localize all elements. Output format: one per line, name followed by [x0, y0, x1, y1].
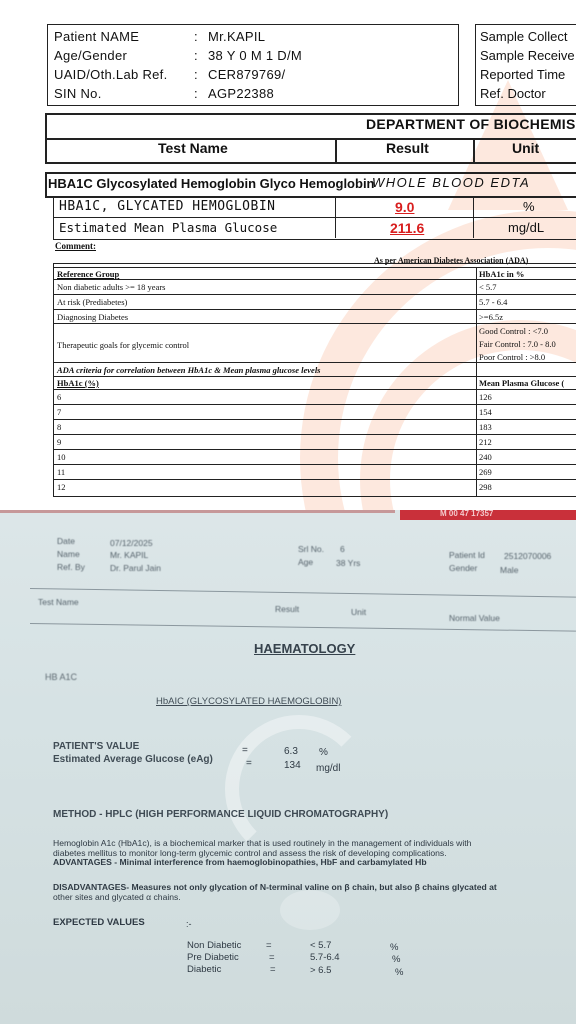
comment-label: Comment:: [55, 241, 96, 251]
expected-label: Diabetic: [187, 964, 222, 975]
column-result: Result: [386, 140, 429, 156]
corr-glucose: 298: [479, 482, 492, 492]
age-value: 38 Yrs: [336, 558, 361, 568]
gender-label: Gender: [449, 563, 478, 573]
column-unit: Unit: [351, 607, 367, 617]
name-label: Name: [57, 549, 80, 559]
divider: [45, 138, 576, 140]
specimen-label: WHOLE BLOOD EDTA: [372, 175, 531, 190]
ref-group-header: Reference Group: [57, 269, 120, 279]
description-line-1: Hemoglobin A1c (HbA1c), is a biochemical marker that is used routinely in the management of individuals with: [53, 838, 472, 848]
group-diabetes: Diagnosing Diabetes: [57, 312, 129, 322]
group-non-diabetic-value: < 5.7: [479, 282, 497, 292]
ref-by-value: Dr. Parul Jain: [110, 563, 162, 573]
expected-value: < 5.7: [310, 940, 332, 951]
expected-eq: =: [266, 940, 272, 951]
corr-hba1c: 11: [57, 467, 66, 477]
corr-header-left: HbA1c (%): [57, 378, 99, 388]
divider: [45, 172, 576, 174]
therapeutic-good: Good Control : <7.0: [479, 326, 549, 336]
patient-name-value: Mr.KAPIL: [208, 29, 266, 44]
expected-unit: %: [392, 954, 401, 965]
colon: :: [194, 67, 198, 82]
eag-value: 134: [284, 760, 301, 771]
corr-glucose: 269: [479, 467, 492, 477]
equals: =: [242, 745, 248, 756]
hba1c-header: HbA1c in %: [479, 269, 525, 279]
date-label: Date: [57, 536, 75, 546]
divider: [335, 138, 337, 163]
colon: :: [194, 86, 198, 101]
patient-name-label: Patient NAME: [54, 29, 140, 44]
expected-eq: =: [269, 952, 275, 963]
sin-label: SIN No.: [54, 86, 102, 101]
comment-table: [53, 256, 576, 497]
gender-value: Male: [500, 565, 519, 575]
srl-value: 6: [340, 544, 345, 554]
lab-report-top: [0, 0, 576, 510]
patient-id-label: Patient Id: [449, 550, 485, 560]
row-hba1c-unit: %: [523, 199, 535, 214]
divider: [473, 138, 475, 163]
sample-info-box: [475, 24, 576, 106]
row-hba1c-name: HBA1C, GLYCATED HEMOGLOBIN: [59, 199, 276, 214]
divider: [45, 113, 576, 115]
divider: [473, 197, 474, 238]
therapeutic-goals: Therapeutic goals for glycemic control: [57, 340, 190, 350]
uaid-value: CER879769/: [208, 67, 286, 82]
expected-colon: :-: [186, 919, 192, 929]
equals: =: [246, 758, 252, 769]
row-glucose-name: Estimated Mean Plasma Glucose: [59, 220, 278, 235]
corr-hba1c: 12: [57, 482, 66, 492]
corr-header-right: Mean Plasma Glucose (: [479, 378, 565, 388]
watermark-stamp: [280, 890, 340, 930]
colon: :: [194, 29, 198, 44]
divider: [45, 162, 576, 164]
divider: [30, 623, 576, 632]
row-hba1c-result: 9.0: [395, 199, 415, 215]
column-result: Result: [275, 604, 300, 614]
column-test-name: Test Name: [38, 597, 79, 607]
corr-hba1c: 7: [57, 407, 62, 417]
expected-value: 5.7-6.4: [310, 952, 340, 963]
red-banner: [400, 510, 576, 520]
colon: :: [194, 48, 198, 63]
group-prediabetes: At risk (Prediabetes): [57, 297, 128, 307]
expected-unit: %: [395, 967, 404, 978]
banner-text: M 00 47 17357: [440, 510, 494, 518]
uaid-label: UAID/Oth.Lab Ref.: [54, 67, 168, 82]
disadvantages-line-2: other sites and glycated α chains.: [53, 892, 181, 902]
patient-value-unit: %: [319, 747, 328, 758]
department-title: DEPARTMENT OF BIOCHEMIS: [366, 116, 576, 132]
corr-glucose: 154: [479, 407, 492, 417]
expected-label: Pre Diabetic: [187, 952, 239, 963]
corr-hba1c: 10: [57, 452, 66, 462]
expected-label: Non Diabetic: [187, 940, 242, 951]
disadvantages-line-1: DISADVANTAGES- Measures not only glycation of N-terminal valine on β chain, but also β chains glycated at: [53, 882, 497, 892]
ada-heading: As per American Diabetes Association (ADA): [374, 256, 529, 265]
row-glucose-unit: mg/dL: [508, 220, 545, 235]
patient-id-value: 2512070006: [504, 551, 552, 561]
therapeutic-poor: Poor Control : >8.0: [479, 352, 546, 362]
ada-criteria: ADA criteria for correlation between HbA1c & Mean plasma glucose levels: [57, 365, 321, 375]
test-title: HBA1C Glycosylated Hemoglobin Glyco Hemoglobin: [48, 176, 375, 191]
ref-by-label: Ref. By: [57, 562, 85, 572]
expected-eq: =: [270, 964, 276, 975]
patient-info-box: [47, 24, 459, 106]
sin-value: AGP22388: [208, 86, 275, 101]
group-prediabetes-value: 5.7 - 6.4: [479, 297, 508, 307]
corr-glucose: 183: [479, 422, 492, 432]
age-gender-value: 38 Y 0 M 1 D/M: [208, 48, 303, 63]
reported-time-label: Reported Time: [480, 67, 566, 82]
patient-value: 6.3: [284, 746, 298, 757]
column-normal-value: Normal Value: [449, 613, 500, 623]
corr-glucose: 212: [479, 437, 492, 447]
test-title: HbAIC (GLYCOSYLATED HAEMOGLOBIN): [156, 696, 342, 707]
method: METHOD - HPLC (HIGH PERFORMANCE LIQUID CHROMATOGRAPHY): [53, 809, 389, 820]
column-test-name: Test Name: [158, 140, 228, 156]
lab-report-photo: [0, 510, 576, 1024]
therapeutic-fair: Fair Control : 7.0 - 8.0: [479, 339, 556, 349]
group-non-diabetic: Non diabetic adults >= 18 years: [57, 282, 166, 292]
patient-value-label: PATIENT'S VALUE: [53, 741, 140, 752]
divider: [53, 217, 576, 218]
eag-label: Estimated Average Glucose (eAg): [53, 754, 213, 765]
corr-hba1c: 6: [57, 392, 62, 402]
corr-glucose: 240: [479, 452, 492, 462]
description-line-2: diabetes mellitus to monitor long-term glycemic control and assess the risk of developing complications.: [53, 848, 447, 858]
divider: [45, 172, 47, 196]
expected-unit: %: [390, 942, 399, 953]
corr-hba1c: 8: [57, 422, 62, 432]
divider: [30, 588, 576, 598]
expected-value: > 6.5: [310, 965, 332, 976]
sample-received-label: Sample Receive: [480, 48, 575, 63]
srl-label: Srl No.: [298, 544, 324, 554]
group-diabetes-value: >=6.5z: [479, 312, 503, 322]
age-label: Age: [298, 557, 314, 567]
ref-doctor-label: Ref. Doctor: [480, 86, 546, 101]
date-value: 07/12/2025: [110, 538, 153, 548]
age-gender-label: Age/Gender: [54, 48, 128, 63]
divider: [335, 197, 336, 238]
group-label: HB A1C: [45, 672, 78, 682]
section-title: HAEMATOLOGY: [254, 641, 356, 656]
expected-values-label: EXPECTED VALUES: [53, 917, 145, 928]
name-value: Mr. KAPIL: [110, 550, 149, 560]
sample-collected-label: Sample Collect: [480, 29, 568, 44]
column-unit: Unit: [512, 140, 540, 156]
corr-hba1c: 9: [57, 437, 62, 447]
eag-unit: mg/dl: [316, 763, 341, 774]
row-glucose-result: 211.6: [390, 220, 425, 236]
advantages: ADVANTAGES - Minimal interference from haemoglobinopathies, HbF and carbamylated Hb: [53, 857, 427, 867]
corr-glucose: 126: [479, 392, 492, 402]
